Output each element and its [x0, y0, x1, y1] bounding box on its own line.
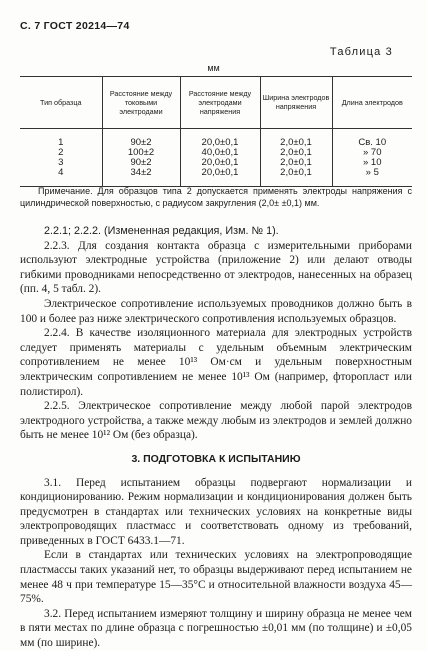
col-header-voltage-width: Ширина электродов напряжения — [260, 77, 332, 129]
electrode-table — [20, 76, 412, 187]
table-cell: 20,0±0,1 — [180, 168, 260, 187]
table-cell: 20,0±0,1 — [180, 129, 260, 149]
paragraph-conductors: Электрическое сопротивление используемых проводников должно быть в 100 и более раз ниже электрического сопротивления используемых образцов. — [20, 297, 412, 325]
page-header: С. 7 ГОСТ 20214—74 — [20, 20, 130, 32]
table-cell: 2 — [58, 147, 64, 158]
table-cell: » 10 — [332, 158, 412, 168]
table-cell: 40,0±0,1 — [180, 148, 260, 158]
col-header-voltage-distance: Расстояние между электродами напряжения — [180, 77, 260, 129]
table-unit: мм — [207, 63, 220, 73]
section-2-body — [20, 224, 412, 651]
paragraph-2-2-1: 2.2.1; 2.2.2. (Измененная редакция, Изм. № 1). — [44, 225, 279, 237]
paragraph-conditions: Если в стандартах или технических условиях на электропроводящие пластмассы таких указаний нет, то образцы выдерживают перед испытанием не менее 48 ч при температуре 15—35°С и относительной влажности воздуха 45—75%. — [20, 549, 412, 606]
table-cell: 1 — [58, 137, 64, 148]
col-header-type: Тип образца — [20, 77, 102, 129]
table-cell: 2,0±0,1 — [260, 168, 332, 187]
table-note: Примечание. Для образцов типа 2 допускается применять электроды напряжения с цилиндрической поверхностью, с радиусом закругления (2,0± ±0,1) мм. — [20, 186, 412, 208]
paragraph-2-2-4: 2.2.4. В качестве изоляционного материала для электродных устройств следует применять материалы с удельным объемным электрическим сопротивлением не менее 10¹³ Ом·см и удельным поверхностным электрическим сопротивлением не менее 10¹³ Ом (например, фторопласт или полистирол). — [20, 327, 412, 398]
paragraph-2-2-3: 2.2.3. Для создания контакта образца с измерительными приборами используют электродные устройства (приложение 2) или делают отводы гибкими проводниками непосредственно от электродов, нанесенных на образец (пп. 4, 5 табл. 2). — [20, 239, 412, 296]
table-cell: 90±2 — [102, 129, 180, 149]
table-row — [20, 168, 412, 187]
paragraph-3-2: 3.2. Перед испытанием измеряют толщину и ширину образца не менее чем в пяти местах по длине образца с погрешностью ±0,01 мм (по толщине) и ±0,05 мм (по ширине). — [20, 607, 412, 650]
table-cell: 90±2 — [102, 158, 180, 168]
table-cell: » 5 — [332, 168, 412, 187]
table-cell: » 70 — [332, 148, 412, 158]
col-header-length: Длина электродов — [332, 77, 412, 129]
paragraph-2-2-5: 2.2.5. Электрическое сопротивление между любой парой электродов электродного устройства, а также между любым из электродов и землей должно быть не менее 10¹² Ом (без образца). — [20, 400, 412, 442]
table-cell: 100±2 — [102, 148, 180, 158]
col-header-current-distance: Расстояние между токовыми электродами — [102, 77, 180, 129]
table-cell: 2,0±0,1 — [260, 129, 332, 149]
paragraph-3-1: 3.1. Перед испытанием образцы подвергают нормализации и кондиционированию. Режим нормализации и кондиционирования должен быть предусмотрен в стандартах или технических условиях на конкретные виды электропроводящих пластмасс и соответствовать одному из требований, приведенных в ГОСТ 6433.1—71. — [20, 476, 412, 547]
table-caption: Таблица 3 — [329, 46, 393, 58]
table-cell: 2,0±0,1 — [260, 158, 332, 168]
table-cell: Св. 10 — [332, 129, 412, 149]
table-cell: 3 — [58, 157, 64, 168]
table-row — [20, 129, 412, 149]
table-cell: 2,0±0,1 — [260, 148, 332, 158]
table-cell: 20,0±0,1 — [180, 158, 260, 168]
table-cell: 4 — [20, 168, 102, 187]
section-heading: 3. ПОДГОТОВКА К ИСПЫТАНИЮ — [131, 452, 301, 465]
table-cell: 34±2 — [102, 168, 180, 187]
